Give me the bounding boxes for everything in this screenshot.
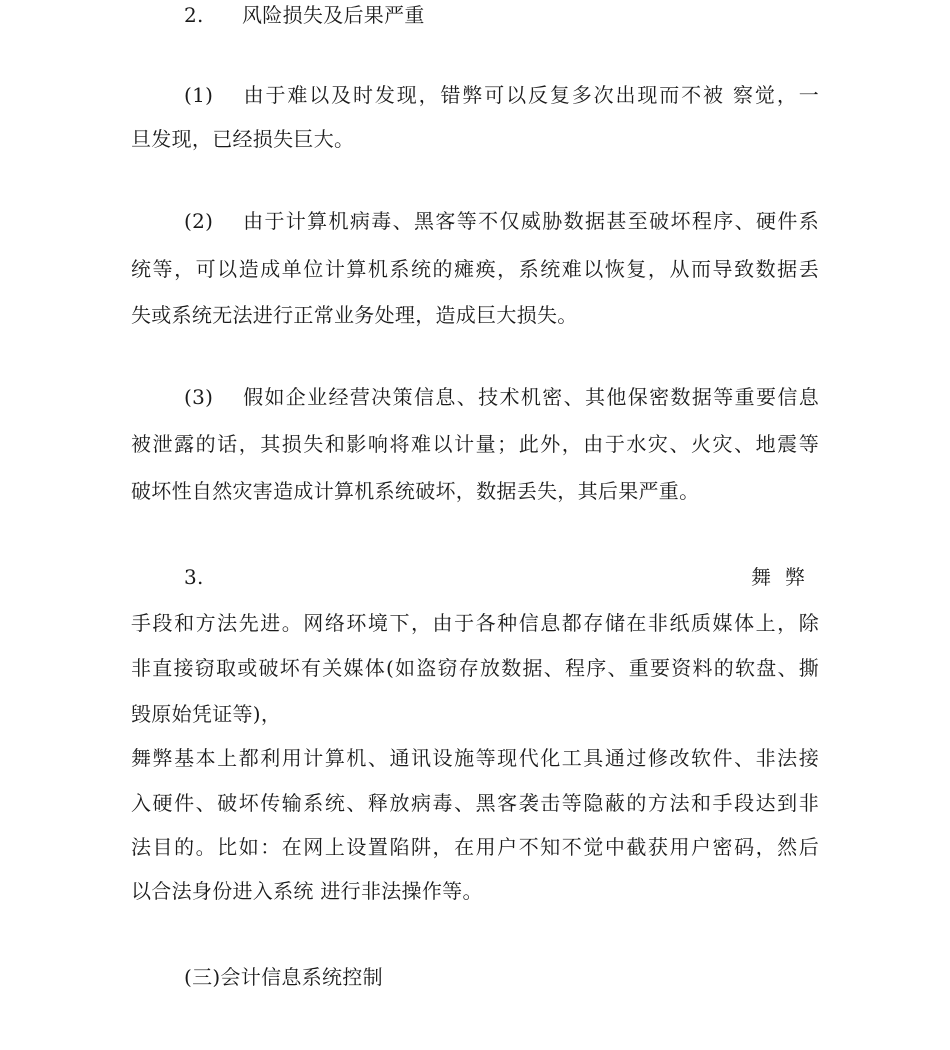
item-3-line-1 — [184, 383, 819, 411]
item-2-line-1 — [184, 207, 819, 235]
item-2-line-3: 失或系统无法进行正常业务处理，造成巨大损失。 — [131, 303, 578, 327]
item-1-label: (1) — [184, 83, 214, 107]
section-3-line-1: 手段和方法先进。网络环境下，由于各种信息都存储在非纸质媒体上，除 — [131, 611, 819, 635]
item-1-text-1: 由于难以及时发现，错弊可以反复多次出现而不被 察觉，一 — [242, 83, 819, 107]
item-3-line-2: 被泄露的话，其损失和影响将难以计量；此外，由于水灾、火灾、地震等 — [131, 432, 819, 456]
item-2-text-1: 由于计算机病毒、黑客等不仅威胁数据甚至破坏程序、硬件系 — [242, 209, 819, 233]
item-2-label: (2) — [184, 209, 214, 233]
section-3-heading — [184, 563, 819, 591]
section-2-number: 2. — [184, 3, 204, 27]
item-3-line-3: 破坏性自然灾害造成计算机系统破坏，数据丢失，其后果严重。 — [131, 479, 700, 503]
item-1-line-1 — [184, 81, 819, 109]
item-2-line-2: 统等，可以造成单位计算机系统的瘫痪，系统难以恢复，从而导致数据丢 — [131, 257, 819, 281]
section-3-line-2: 非直接窃取或破坏有关媒体(如盗窃存放数据、程序、重要资料的软盘、撕 — [131, 656, 819, 680]
section-2-heading — [184, 1, 819, 29]
section-3-line-6: 法目的。比如：在网上设置陷阱，在用户不知不觉中截获用户密码，然后 — [131, 835, 819, 859]
item-1-line-2: 旦发现，已经损失巨大。 — [131, 127, 355, 151]
section-2-title: 风险损失及后果严重 — [242, 3, 425, 27]
section-3-line-7: 以合法身份进入系统 进行非法操作等。 — [131, 879, 483, 903]
section-3-line-3: 毁原始凭证等)， — [131, 702, 282, 726]
section-three-heading: (三)会计信息系统控制 — [184, 965, 383, 989]
section-3-line-5: 入硬件、破坏传输系统、释放病毒、黑客袭击等隐蔽的方法和手段达到非 — [131, 791, 819, 815]
section-3-number: 3. — [184, 565, 204, 589]
section-3-trailing-word: 舞弊 — [751, 565, 819, 589]
section-3-line-4: 舞弊基本上都利用计算机、通讯设施等现代化工具通过修改软件、非法接 — [131, 746, 819, 770]
item-3-text-1: 假如企业经营决策信息、技术机密、其他保密数据等重要信息 — [242, 385, 819, 409]
item-3-label: (3) — [184, 385, 214, 409]
